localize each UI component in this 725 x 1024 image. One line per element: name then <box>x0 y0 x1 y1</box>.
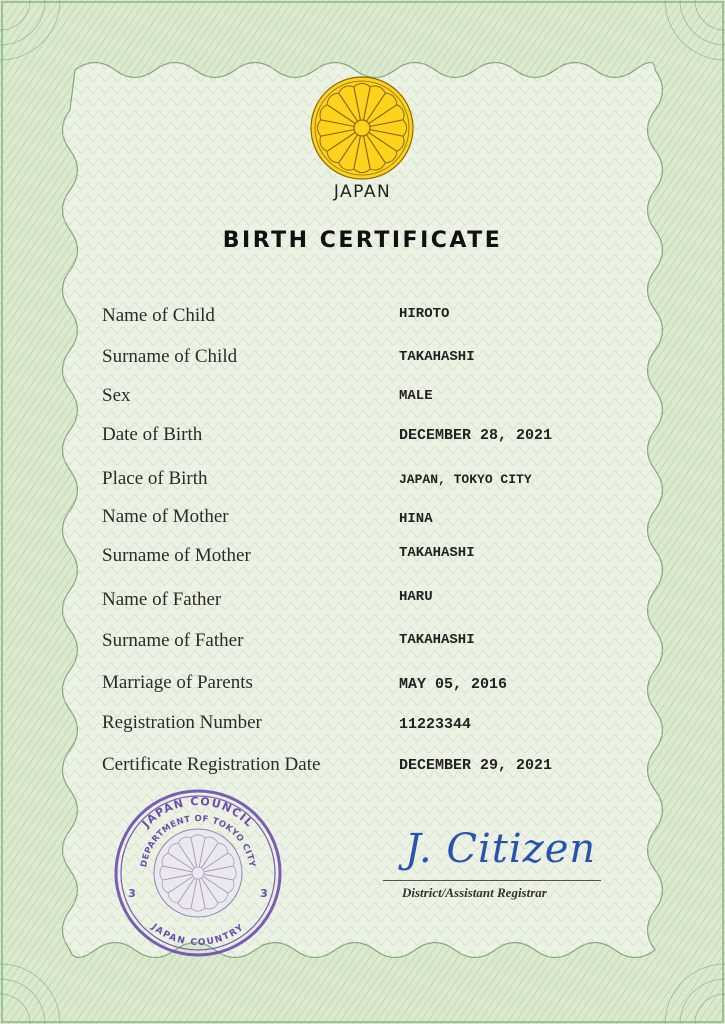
chrysanthemum-emblem-icon <box>309 75 415 181</box>
field-label-father-name: Name of Father <box>102 589 222 610</box>
field-label-place-of-birth: Place of Birth <box>102 468 208 489</box>
document-title: BIRTH CERTIFICATE <box>222 228 503 253</box>
country-name: JAPAN <box>333 182 392 202</box>
field-value-date-of-birth: DECEMBER 28, 2021 <box>399 427 553 444</box>
svg-text:JAPAN COUNTRY <box>149 922 247 948</box>
registrar-signature: J. Citizen <box>405 826 597 872</box>
field-label-date-of-birth: Date of Birth <box>102 424 203 445</box>
field-value-child-name: HIROTO <box>399 306 450 322</box>
signature-line <box>383 880 601 881</box>
field-value-mother-surname: TAKAHASHI <box>399 545 475 561</box>
field-value-marriage-of-parents: MAY 05, 2016 <box>399 676 508 693</box>
field-value-father-name: HARU <box>399 589 433 605</box>
seal-number-left: 3 <box>128 887 136 900</box>
field-value-child-surname: TAKAHASHI <box>399 349 475 365</box>
field-value-registration-number: 11223344 <box>399 716 472 733</box>
field-value-sex: MALE <box>399 388 433 404</box>
field-label-marriage-of-parents: Marriage of Parents <box>102 672 253 693</box>
field-value-certificate-registration-date: DECEMBER 29, 2021 <box>399 757 553 774</box>
field-label-father-surname: Surname of Father <box>102 630 244 651</box>
seal-bottom-text: JAPAN COUNTRY <box>149 922 247 949</box>
field-label-mother-name: Name of Mother <box>102 506 229 527</box>
seal-top-text: JAPAN COUNCIL <box>139 794 257 831</box>
field-label-certificate-registration-date: Certificate Registration Date <box>102 754 321 775</box>
field-value-mother-name: HINA <box>399 511 433 527</box>
seal-inner-text: DEPARTMENT OF TOKYO CITY <box>139 813 257 869</box>
registrar-title: District/Assistant Registrar <box>402 885 547 900</box>
field-label-child-surname: Surname of Child <box>102 346 238 367</box>
official-seal-stamp <box>103 788 293 958</box>
seal-number-right: 3 <box>260 887 268 900</box>
field-label-sex: Sex <box>102 385 131 406</box>
field-label-registration-number: Registration Number <box>102 712 262 733</box>
field-label-mother-surname: Surname of Mother <box>102 545 251 566</box>
field-label-child-name: Name of Child <box>102 305 215 326</box>
field-value-place-of-birth: JAPAN, TOKYO CITY <box>399 472 532 487</box>
field-value-father-surname: TAKAHASHI <box>399 632 475 648</box>
